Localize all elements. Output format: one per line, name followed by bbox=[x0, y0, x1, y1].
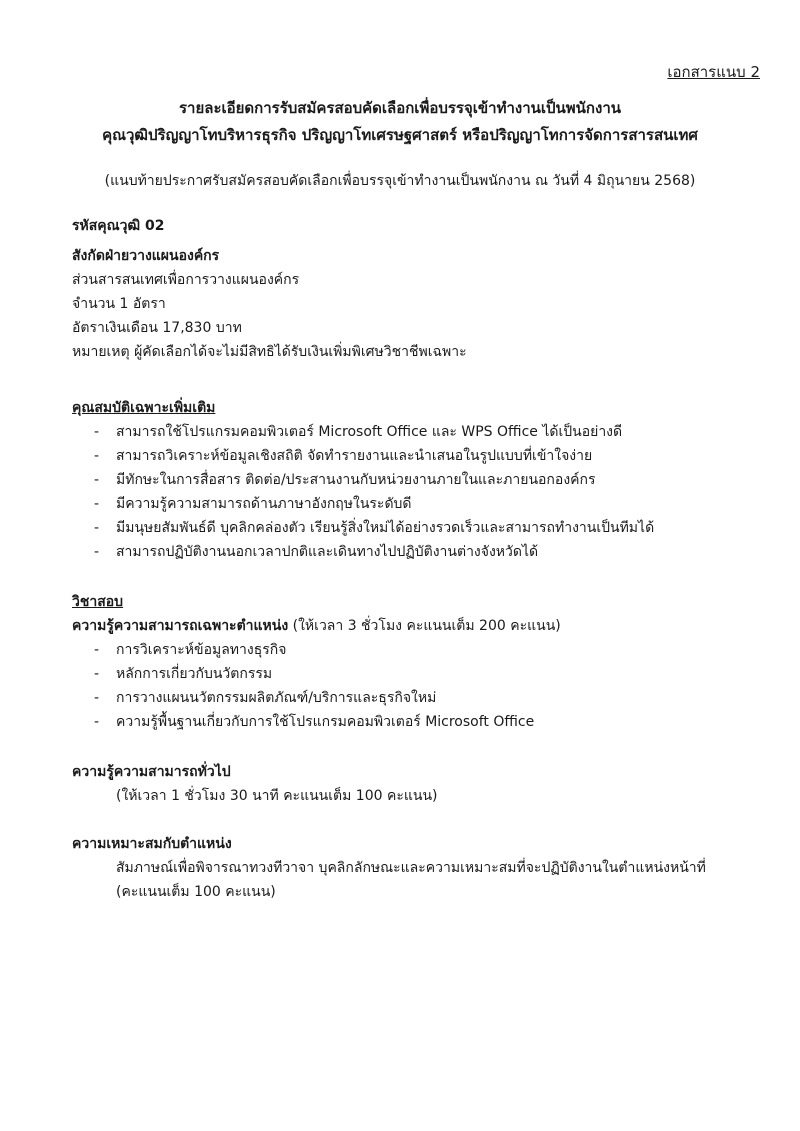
bullet-dash: - bbox=[94, 714, 100, 730]
bullet-dash: - bbox=[94, 690, 100, 706]
list-item: - การวางแผนนวัตกรรมผลิตภัณฑ์/บริการและธุรกิจใหม่ bbox=[94, 686, 760, 710]
bullet-dash: - bbox=[94, 496, 100, 512]
qualifications-section bbox=[72, 396, 760, 564]
position-salary: อัตราเงินเดือน 17,830 บาท bbox=[72, 320, 242, 336]
suitability-heading: ความเหมาะสมกับตำแหน่ง bbox=[72, 836, 232, 852]
qualifications-list bbox=[94, 420, 760, 564]
list-item: - ความรู้พื้นฐานเกี่ยวกับการใช้โปรแกรมคอมพิวเตอร์ Microsoft Office bbox=[94, 710, 760, 734]
general-knowledge-section bbox=[72, 760, 760, 808]
bullet-dash: - bbox=[94, 472, 100, 488]
position-note: หมายเหตุ ผู้คัดเลือกได้จะไม่มีสิทธิได้รับเงินเพิ่มพิเศษวิชาชีพเฉพาะ bbox=[72, 344, 467, 360]
bullet-dash: - bbox=[94, 424, 100, 440]
division-name: ส่วนสารสนเทศเพื่อการวางแผนองค์กร bbox=[72, 272, 300, 288]
specific-knowledge-list bbox=[94, 638, 760, 734]
document-title-line-2: คุณวุฒิปริญญาโทบริหารธุรกิจ ปริญญาโทเศรษฐศาสตร์ หรือปริญญาโทการจัดการสารสนเทศ bbox=[102, 126, 698, 144]
list-item: - มีมนุษยสัมพันธ์ดี บุคลิกคล่องตัว เรียนรู้สิ่งใหม่ได้อย่างรวดเร็วและสามารถทำงานเป็นทีมได้ bbox=[94, 516, 760, 540]
suitability-section bbox=[72, 832, 760, 904]
list-item: - หลักการเกี่ยวกับนวัตกรรม bbox=[94, 662, 760, 686]
bullet-dash: - bbox=[94, 520, 100, 536]
list-item: - สามารถใช้โปรแกรมคอมพิวเตอร์ Microsoft Office และ WPS Office ได้เป็นอย่างดี bbox=[94, 420, 760, 444]
list-item: - มีความรู้ความสามารถด้านภาษาอังกฤษในระดับดี bbox=[94, 492, 760, 516]
general-knowledge-heading: ความรู้ความสามารถทั่วไป bbox=[72, 764, 231, 780]
suitability-score: (คะแนนเต็ม 100 คะแนน) bbox=[116, 884, 276, 900]
exam-heading: วิชาสอบ bbox=[72, 594, 124, 610]
document-title-line-1: รายละเอียดการรับสมัครสอบคัดเลือกเพื่อบรรจุเข้าทำงานเป็นพนักงาน bbox=[178, 99, 622, 117]
specific-knowledge-heading: ความรู้ความสามารถเฉพาะตำแหน่ง bbox=[72, 618, 289, 634]
bullet-dash: - bbox=[94, 544, 100, 560]
bullet-dash: - bbox=[94, 448, 100, 464]
list-item: - สามารถปฏิบัติงานนอกเวลาปกติและเดินทางไปปฏิบัติงานต่างจังหวัดได้ bbox=[94, 540, 760, 564]
specific-knowledge-detail: (ให้เวลา 3 ชั่วโมง คะแนนเต็ม 200 คะแนน) bbox=[288, 618, 561, 634]
bullet-dash: - bbox=[94, 642, 100, 658]
list-item: - การวิเคราะห์ข้อมูลทางธุรกิจ bbox=[94, 638, 760, 662]
document-subtitle: (แนบท้ายประกาศรับสมัครสอบคัดเลือกเพื่อบรรจุเข้าทำงานเป็นพนักงาน ณ วันที่ 4 มิถุนายน 2568) bbox=[104, 173, 696, 189]
qualification-code: รหัสคุณวุฒิ 02 bbox=[72, 218, 165, 234]
bullet-dash: - bbox=[94, 666, 100, 682]
position-count: จำนวน 1 อัตรา bbox=[72, 296, 166, 312]
list-item: - สามารถวิเคราะห์ข้อมูลเชิงสถิติ จัดทำรายงานและนำเสนอในรูปแบบที่เข้าใจง่าย bbox=[94, 444, 760, 468]
department-name: สังกัดฝ่ายวางแผนองค์กร bbox=[72, 248, 220, 264]
exam-section bbox=[72, 590, 760, 734]
suitability-detail: สัมภาษณ์เพื่อพิจารณาทวงทีวาจา บุคลิกลักษณะและความเหมาะสมที่จะปฏิบัติงานในตำแหน่งหน้าที่ bbox=[116, 860, 706, 876]
attachment-label: เอกสารแนบ 2 bbox=[667, 63, 760, 81]
position-info bbox=[72, 214, 760, 364]
list-item: - มีทักษะในการสื่อสาร ติดต่อ/ประสานงานกับหน่วยงานภายในและภายนอกองค์กร bbox=[94, 468, 760, 492]
specific-knowledge-line bbox=[72, 614, 760, 638]
qualifications-heading: คุณสมบัติเฉพาะเพิ่มเติม bbox=[72, 400, 216, 416]
general-knowledge-detail: (ให้เวลา 1 ชั่วโมง 30 นาที คะแนนเต็ม 100 คะแนน) bbox=[116, 788, 438, 804]
